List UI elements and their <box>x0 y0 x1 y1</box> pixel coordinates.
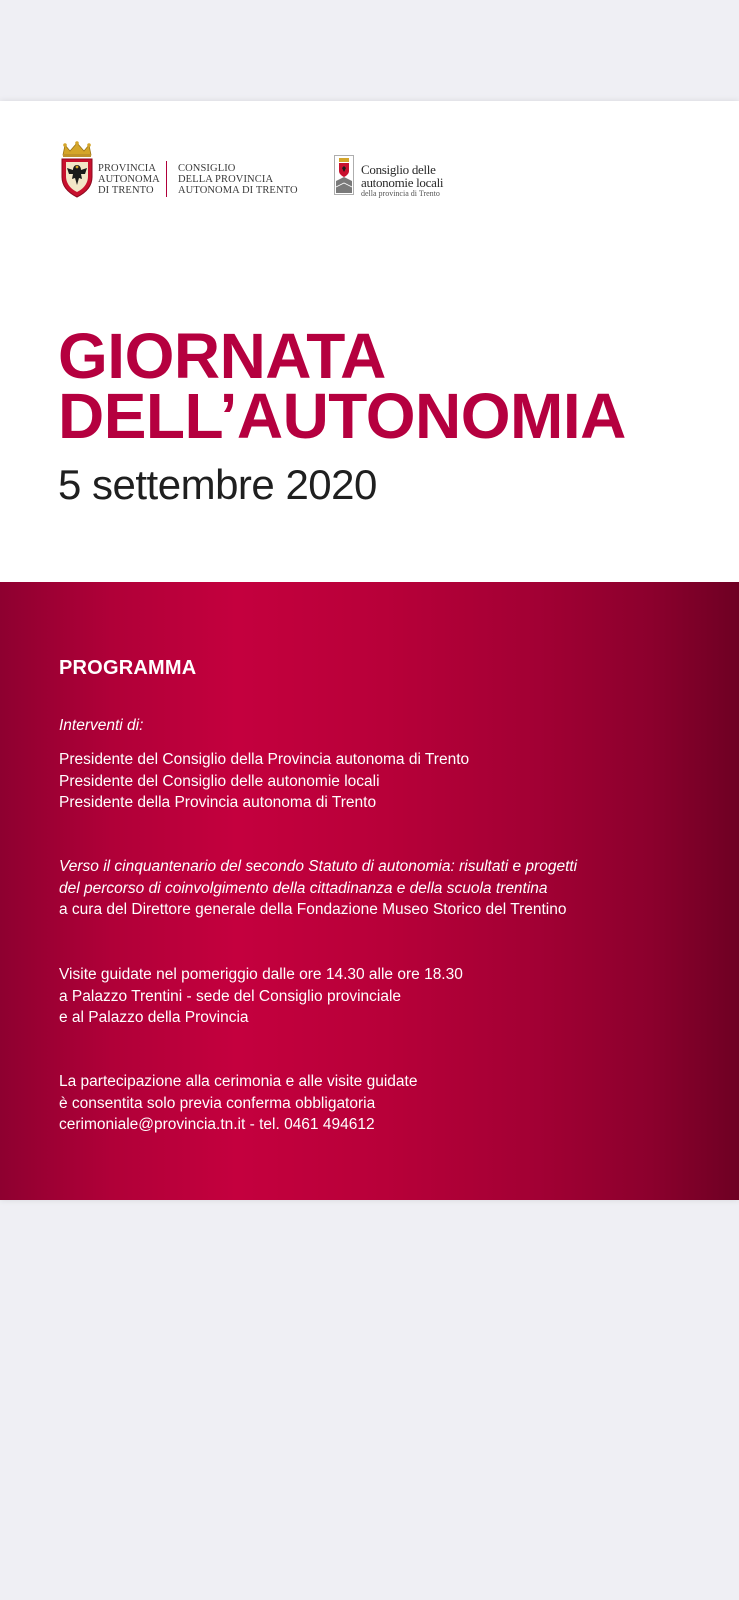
consiglio-logo-line-1: CONSIGLIO <box>178 163 236 174</box>
partecipazione-block <box>59 1071 417 1136</box>
logos-row <box>59 141 739 201</box>
event-title-line-1: GIORNATA <box>58 320 386 392</box>
visite-line: Visite guidate nel pomeriggio dalle ore 14.30 alle ore 18.30 <box>59 966 463 983</box>
program-heading: PROGRAMMA <box>59 657 197 679</box>
event-title-line-2: DELL’AUTONOMIA <box>58 380 626 452</box>
partecipazione-line: è consentita solo previa conferma obbligatoria <box>59 1094 376 1112</box>
verso-line: del percorso di coinvolgimento della cittadinanza e della scuola trentina <box>59 879 548 897</box>
speaker-item: Presidente del Consiglio della Provincia autonoma di Trento <box>59 751 470 768</box>
speaker-item: Presidente della Provincia autonoma di Trento <box>59 794 377 811</box>
event-date: 5 settembre 2020 <box>58 461 377 508</box>
speakers-list <box>59 749 469 814</box>
interventi-label: Interventi di: <box>59 717 144 734</box>
consiglio-logo-line-2: DELLA PROVINCIA <box>178 174 274 185</box>
cal-logo-line-1: Consiglio delle <box>361 162 436 177</box>
logo-divider <box>166 161 167 197</box>
cal-emblem-icon <box>334 155 354 195</box>
provincia-logo-line-2: AUTONOMA <box>98 174 160 185</box>
provincia-trento-coat-of-arms-icon <box>59 141 95 199</box>
verso-block <box>59 856 577 921</box>
partecipazione-line: La partecipazione alla cerimonia e alle visite guidate <box>59 1073 418 1090</box>
consiglio-logo-line-3: AUTONOMA DI TRENTO <box>178 185 298 196</box>
event-title <box>58 320 626 452</box>
provincia-logo-line-3: DI TRENTO <box>98 185 154 196</box>
cal-logo-line-2: autonomie locali <box>361 175 444 190</box>
speaker-item: Presidente del Consiglio delle autonomie locali <box>59 772 380 790</box>
program-section <box>0 582 739 1200</box>
cal-logo-text <box>361 163 443 199</box>
consiglio-logo-text <box>178 163 298 196</box>
visite-line: e al Palazzo della Provincia <box>59 1009 249 1026</box>
visite-block <box>59 964 463 1029</box>
contact-line: cerimoniale@provincia.tn.it - tel. 0461 494612 <box>59 1116 375 1133</box>
verso-line: Verso il cinquantenario del secondo Statuto di autonomia: risultati e progetti <box>59 858 578 875</box>
provincia-logo-line-1: PROVINCIA <box>98 163 157 174</box>
verso-credit: a cura del Direttore generale della Fondazione Museo Storico del Trentino <box>59 901 567 918</box>
visite-line: a Palazzo Trentini - sede del Consiglio provinciale <box>59 987 402 1005</box>
cal-logo-subtext: della provincia di Trento <box>361 189 440 198</box>
provincia-logo-text <box>98 163 160 196</box>
